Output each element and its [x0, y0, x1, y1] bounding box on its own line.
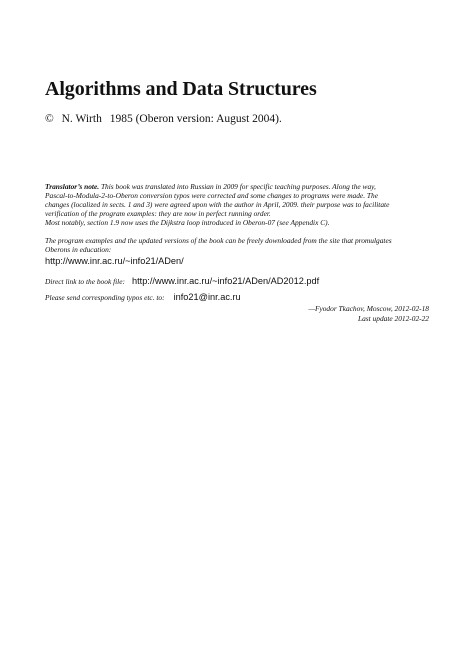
signature-block: [308, 304, 429, 323]
copyright-author: N. Wirth: [61, 113, 102, 125]
translator-note-line-5: Most notably, section 1.9 now uses the Dijkstra loop introduced in Oberon-07 (see Appendix C).: [45, 218, 330, 227]
signature-last-update: Last update 2012-02-22: [357, 313, 429, 323]
copyright-version: (Oberon version: August 2004).: [135, 113, 282, 125]
programs-note-line-1: The program examples and the updated versions of the book can be freely downloaded from the site that promulgates: [45, 236, 392, 245]
translator-note-line-4: verification of the program examples: they are now in perfect running order.: [45, 209, 271, 218]
typos-line: [45, 287, 241, 305]
copyright-symbol: ©: [45, 113, 54, 125]
copyright-year: 1985: [109, 113, 133, 125]
programs-note: [45, 236, 440, 254]
site-url-link[interactable]: http://www.inr.ac.ru/~info21/ADen/: [45, 256, 184, 266]
programs-note-line-2: Oberons in education:: [45, 245, 112, 254]
book-file-link[interactable]: http://www.inr.ac.ru/~info21/ADen/AD2012.pdf: [131, 276, 320, 286]
copyright-line: [45, 113, 282, 125]
translator-note-line-3: changes (localized in sects. 1 and 3) were agreed upon with the author in April, 2009. their purpose was to facilitate: [45, 200, 390, 209]
direct-link-label: Direct link to the book file:: [45, 277, 125, 286]
translator-note-text-1: This book was translated into Russian in 2009 for specific teaching purposes. Along the way,: [100, 182, 376, 191]
contact-email-link[interactable]: info21@inr.ac.ru: [173, 292, 241, 302]
translator-note-label: Translator’s note.: [45, 182, 100, 191]
translator-note: [45, 182, 440, 227]
translator-note-line-1: [45, 182, 440, 191]
typos-label: Please send corresponding typos etc. to:: [45, 293, 165, 302]
translator-note-line-2: Pascal-to-Modula-2-to-Oberon conversion typos were corrected and some changes to programs were made. The: [45, 191, 378, 200]
signature-author-date: —Fyodor Tkachov, Moscow, 2012-02-18: [308, 304, 429, 313]
page-title: Algorithms and Data Structures: [45, 78, 317, 100]
